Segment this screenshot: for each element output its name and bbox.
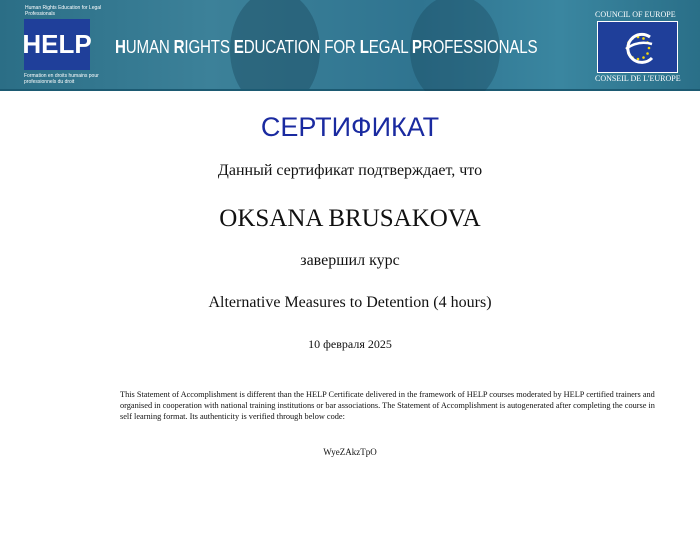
verification-code: WyeZAkzTpO [323,447,377,457]
help-logo: HELP [24,19,90,70]
certificate-date: 10 февраля 2025 [308,337,392,351]
certificate-intro: Данный сертификат подтверждает, что [217,162,483,179]
course-name: Alternative Measures to Detention (4 hours) [208,294,492,311]
recipient-name: OKSANA BRUSAKOVA [219,205,481,232]
coe-label-en: COUNCIL OF EUROPE [595,10,676,19]
star-icon [642,37,645,40]
coe-label-fr: CONSEIL DE L'EUROPE [595,74,681,83]
certificate-title: СЕРТИФИКАТ [260,112,440,142]
header-banner [0,0,700,91]
help-tagline-fr: Formation en droits humains pour professionnels du droit [24,73,99,85]
star-icon [648,47,651,50]
help-tagline-en: Human Rights Education for Legal Professionals [25,5,102,17]
banner-headline: HUMAN RIGHTS EDUCATION FOR LEGAL PROFESSIONALS [115,37,538,57]
completed-text: завершил курс [300,252,400,269]
star-icon [642,56,645,59]
star-icon [646,52,649,55]
council-of-europe-logo-icon [597,21,678,73]
star-icon [637,58,640,61]
banner-divider [0,89,700,91]
statement-text: This Statement of Accomplishment is different than the HELP Certificate delivered in the framework of HELP courses moderated by HELP certified trainers and organised in cooperation with national training institutions or bar associations. The Statement of Accomplishment is autogenerated after completing the course in self learning format. Its authenticity is verified through below code: [120,390,655,421]
